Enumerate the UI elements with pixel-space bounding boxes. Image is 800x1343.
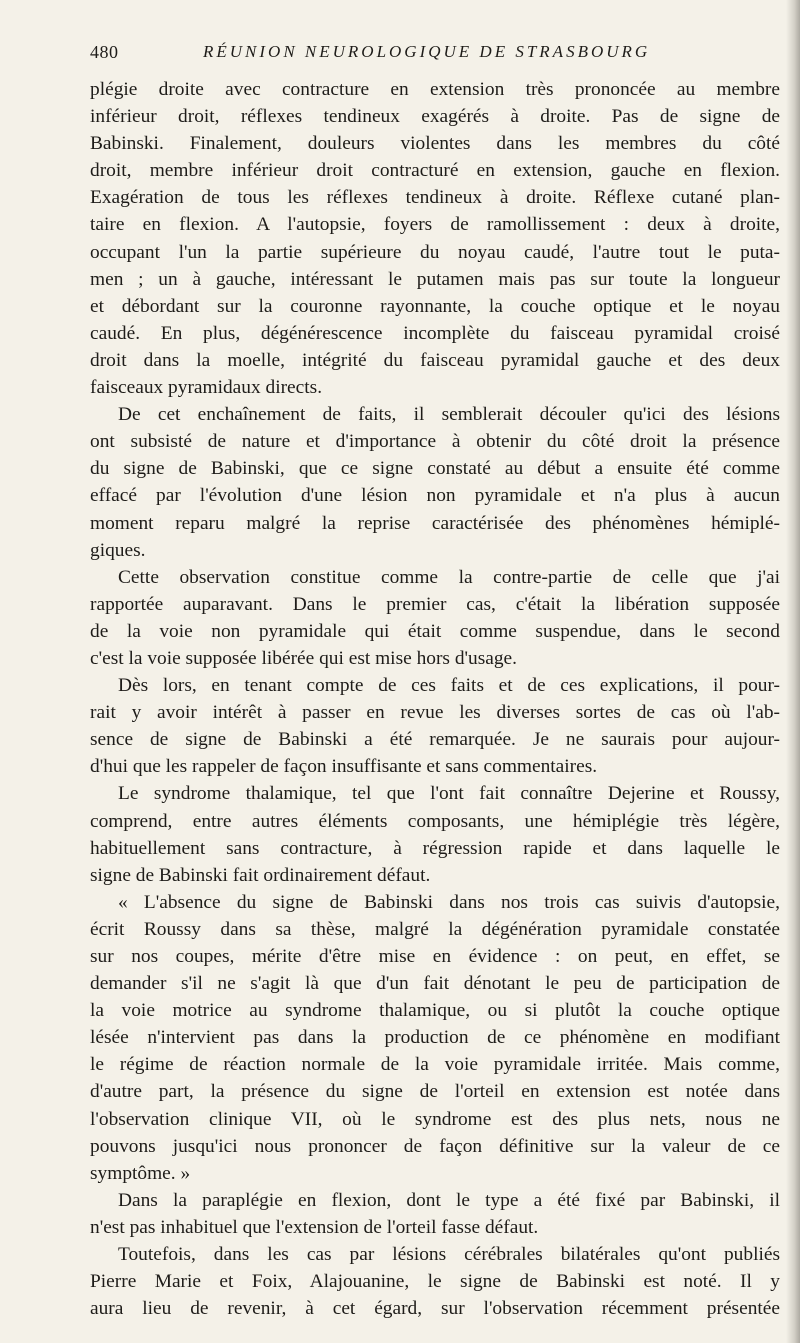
text-line: faisceaux pyramidaux directs. bbox=[90, 377, 323, 399]
text-line: la voie motrice au syndrome thalamique, ou si plutôt la couche optique bbox=[90, 1000, 780, 1022]
text-line: Exagération de tous les réflexes tendineux à droite. Réflexe cutané plan- bbox=[90, 187, 780, 209]
running-title: RÉUNION NEUROLOGIQUE DE STRASBOURG bbox=[203, 42, 651, 61]
text-line: giques. bbox=[90, 539, 146, 561]
text-line: habituellement sans contracture, à régression rapide et dans laquelle le bbox=[90, 837, 780, 859]
text-line: d'autre part, la présence du signe de l'orteil en extension est notée dans bbox=[90, 1081, 780, 1103]
text-line: droit dans la moelle, intégrité du faisceau pyramidal gauche et des deux bbox=[90, 349, 780, 371]
text-line: de la voie non pyramidale qui était comme suspendue, dans le second bbox=[90, 620, 780, 642]
text-line: inférieur droit, réflexes tendineux exagérés à droite. Pas de signe de bbox=[90, 106, 780, 128]
paragraph bbox=[90, 76, 780, 401]
paragraph bbox=[90, 1187, 780, 1241]
text-line: symptôme. » bbox=[90, 1162, 191, 1184]
text-line: d'hui que les rappeler de façon insuffisante et sans commentaires. bbox=[90, 756, 598, 778]
page-header bbox=[90, 42, 780, 68]
text-line: Dans la paraplégie en flexion, dont le type a été fixé par Babinski, il bbox=[118, 1189, 780, 1211]
text-line: effacé par l'évolution d'une lésion non pyramidale et n'a plus à aucun bbox=[90, 485, 780, 507]
paragraph bbox=[90, 1241, 780, 1322]
text-line: l'observation clinique VII, où le syndrome est des plus nets, nous ne bbox=[90, 1108, 780, 1130]
text-line: Le syndrome thalamique, tel que l'ont fait connaître Dejerine et Roussy, bbox=[118, 783, 780, 805]
text-line: plégie droite avec contracture en extension très prononcée au membre bbox=[90, 79, 780, 100]
text-line: sence de signe de Babinski a été remarquée. Je ne saurais pour aujour- bbox=[90, 729, 780, 751]
text-line: taire en flexion. A l'autopsie, foyers de ramollissement : deux à droite, bbox=[90, 214, 780, 236]
text-line: rait y avoir intérêt à passer en revue les diverses sortes de cas où l'ab- bbox=[90, 702, 780, 724]
text-line: rapportée auparavant. Dans le premier cas, c'était la libération supposée bbox=[90, 593, 780, 615]
text-line: et débordant sur la couronne rayonnante, la couche optique et le noyau bbox=[90, 295, 780, 317]
text-line: écrit Roussy dans sa thèse, malgré la dégénération pyramidale constatée bbox=[90, 918, 780, 940]
paragraph bbox=[90, 889, 780, 1187]
paragraph bbox=[90, 564, 780, 672]
text-line: le régime de réaction normale de la voie pyramidale irritée. Mais comme, bbox=[90, 1054, 780, 1076]
paragraph bbox=[90, 401, 780, 564]
text-line: droit, membre inférieur droit contracturé en extension, gauche en flexion. bbox=[90, 160, 780, 182]
text-line: pouvons jusqu'ici nous prononcer de façon définitive sur la valeur de ce bbox=[90, 1135, 780, 1157]
text-line: occupant l'un la partie supérieure du noyau caudé, l'autre tout le puta- bbox=[90, 241, 780, 263]
text-line: demander s'il ne s'agit là que d'un fait dénotant le peu de participation de bbox=[90, 973, 780, 995]
text-line: du signe de Babinski, que ce signe constaté au début a ensuite été comme bbox=[90, 458, 780, 480]
text-line: moment reparu malgré la reprise caractérisée des phénomènes hémiplé- bbox=[90, 512, 780, 534]
text-line: men ; un à gauche, intéressant le putamen mais pas sur toute la longueur bbox=[90, 268, 780, 290]
page-edge-shadow bbox=[786, 0, 800, 1343]
text-line: sur nos coupes, mérite d'être mise en évidence : on peut, en effet, se bbox=[90, 946, 780, 967]
text-line: Babinski. Finalement, douleurs violentes dans les membres du côté bbox=[90, 133, 780, 155]
text-line: Cette observation constitue comme la contre-partie de celle que j'ai bbox=[118, 566, 780, 588]
text-line: aura lieu de revenir, à cet égard, sur l'observation récemment présentée bbox=[90, 1298, 780, 1320]
text-line: Toutefois, dans les cas par lésions cérébrales bilatérales qu'ont publiés bbox=[118, 1244, 780, 1266]
paragraph bbox=[90, 780, 780, 888]
body-text bbox=[90, 76, 780, 1322]
text-line: Dès lors, en tenant compte de ces faits et de ces explications, il pour- bbox=[118, 675, 780, 697]
text-line: caudé. En plus, dégénérescence incomplète du faisceau pyramidal croisé bbox=[90, 322, 780, 344]
text-line: n'est pas inhabituel que l'extension de l'orteil fasse défaut. bbox=[90, 1216, 539, 1238]
text-line: ont subsisté de nature et d'importance à obtenir du côté droit la présence bbox=[90, 431, 780, 453]
text-line: c'est la voie supposée libérée qui est mise hors d'usage. bbox=[90, 647, 518, 669]
text-line: De cet enchaînement de faits, il semblerait découler qu'ici des lésions bbox=[118, 404, 780, 426]
text-line: Pierre Marie et Foix, Alajouanine, le signe de Babinski est noté. Il y bbox=[90, 1271, 780, 1293]
text-line: « L'absence du signe de Babinski dans nos trois cas suivis d'autopsie, bbox=[118, 891, 780, 913]
text-line: comprend, entre autres éléments composants, une hémiplégie très légère, bbox=[90, 810, 780, 832]
text-line: lésée n'intervient pas dans la production de ce phénomène en modifiant bbox=[90, 1027, 780, 1049]
page-number: 480 bbox=[90, 42, 119, 62]
text-line: signe de Babinski fait ordinairement défaut. bbox=[90, 864, 431, 886]
paragraph bbox=[90, 672, 780, 780]
